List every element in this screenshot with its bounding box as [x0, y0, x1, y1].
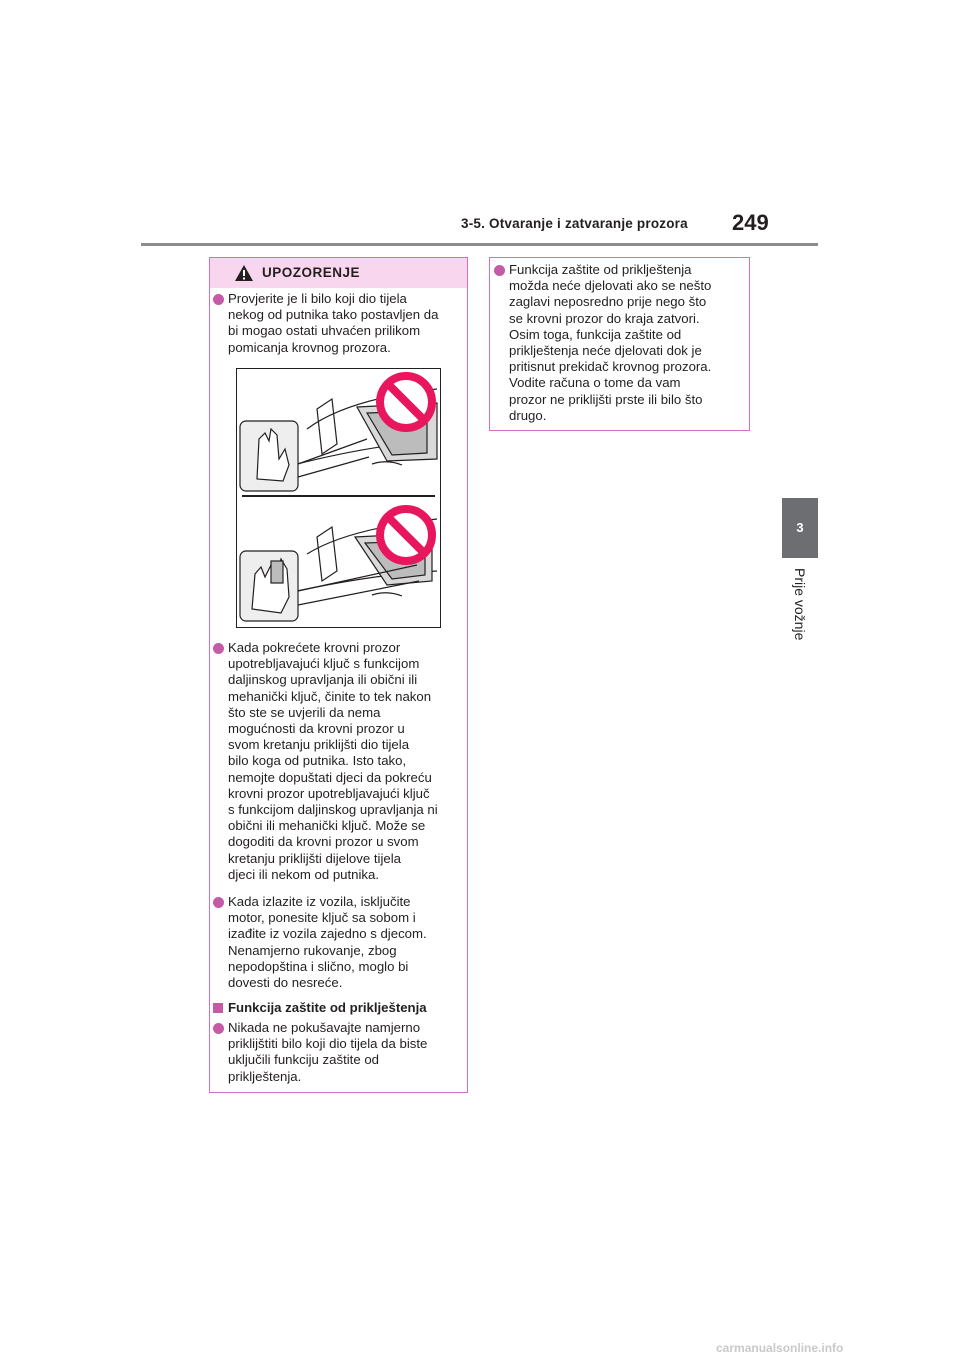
bullet-icon [213, 294, 224, 305]
chapter-tab: 3 [782, 498, 818, 558]
warning-icon [234, 264, 254, 282]
bullet-icon [213, 897, 224, 908]
chapter-label-text: Prije vožnje [792, 568, 808, 641]
chapter-label [780, 568, 820, 658]
prohibited-icon-bottom [380, 509, 432, 561]
section-title: 3-5. Otvaranje i zatvaranje prozora [461, 216, 688, 231]
sunroof-hand-illustration [237, 369, 440, 627]
warning-paragraph-1: Provjerite je li bilo koji dio tijela nekog od putnika tako postavljen da bi mogao ostati uhvaćen prilikom pomicanja krovnog prozora. [228, 291, 464, 356]
anti-pinch-paragraph: Nikada ne pokušavajte namjerno priklijštiti bilo koji dio tijela da biste uključili funkciju zaštite od priklještenja. [228, 1020, 464, 1085]
warning-title: UPOZORENJE [262, 265, 361, 280]
bullet-icon [494, 265, 505, 276]
warning-paragraph-3: Kada izlazite iz vozila, isključite motor, ponesite ključ sa sobom i izađite iz vozila zajedno s djecom. Nenamjerno rukovanje, zbog nepodopština i slično, moglo bi dovesti do nesreće. [228, 894, 464, 991]
prohibited-icon-top [380, 376, 432, 428]
continued-paragraph: Funkcija zaštite od priklještenja možda neće djelovati ako se nešto zaglavi neposredno prije nego što se krovni prozor do kraja zatvori. Osim toga, funkcija zaštite od priklještenja neće djelovati dok je pritisnut prekidač krovnog prozora. Vodite računa o tome da vam prozor ne priklijšti prste ili bilo što drugo. [509, 262, 747, 424]
square-bullet-icon [213, 1003, 223, 1013]
anti-pinch-subheading: Funkcija zaštite od priklještenja [228, 1000, 464, 1016]
warning-paragraph-2: Kada pokrećete krovni prozor upotrebljavajući ključ s funkcijom daljinskog upravljanja ili obični ili mehanički ključ, činite to tek nakon što ste se uvjerili da nema mogućnosti da krovni prozor u svom kretanju priklijšti dio tijela bilo koga od putnika. Isto tako, nemojte dopuštati djeci da pokreću krovni prozor upotrebljavajući ključ s funkcijom daljinskog upravljanja ni obični ili mehanički ključ. Može se dogoditi da krovni prozor u svom kretanju priklijšti dijelove tijela djeci ili nekom od putnika. [228, 640, 464, 883]
header-rule [141, 243, 818, 246]
warning-header [210, 258, 467, 288]
bullet-icon [213, 1023, 224, 1034]
bullet-icon [213, 643, 224, 654]
page-number: 249 [732, 210, 769, 235]
footer-watermark: carmanualsonline.info [716, 1341, 844, 1355]
illustration [236, 368, 441, 628]
